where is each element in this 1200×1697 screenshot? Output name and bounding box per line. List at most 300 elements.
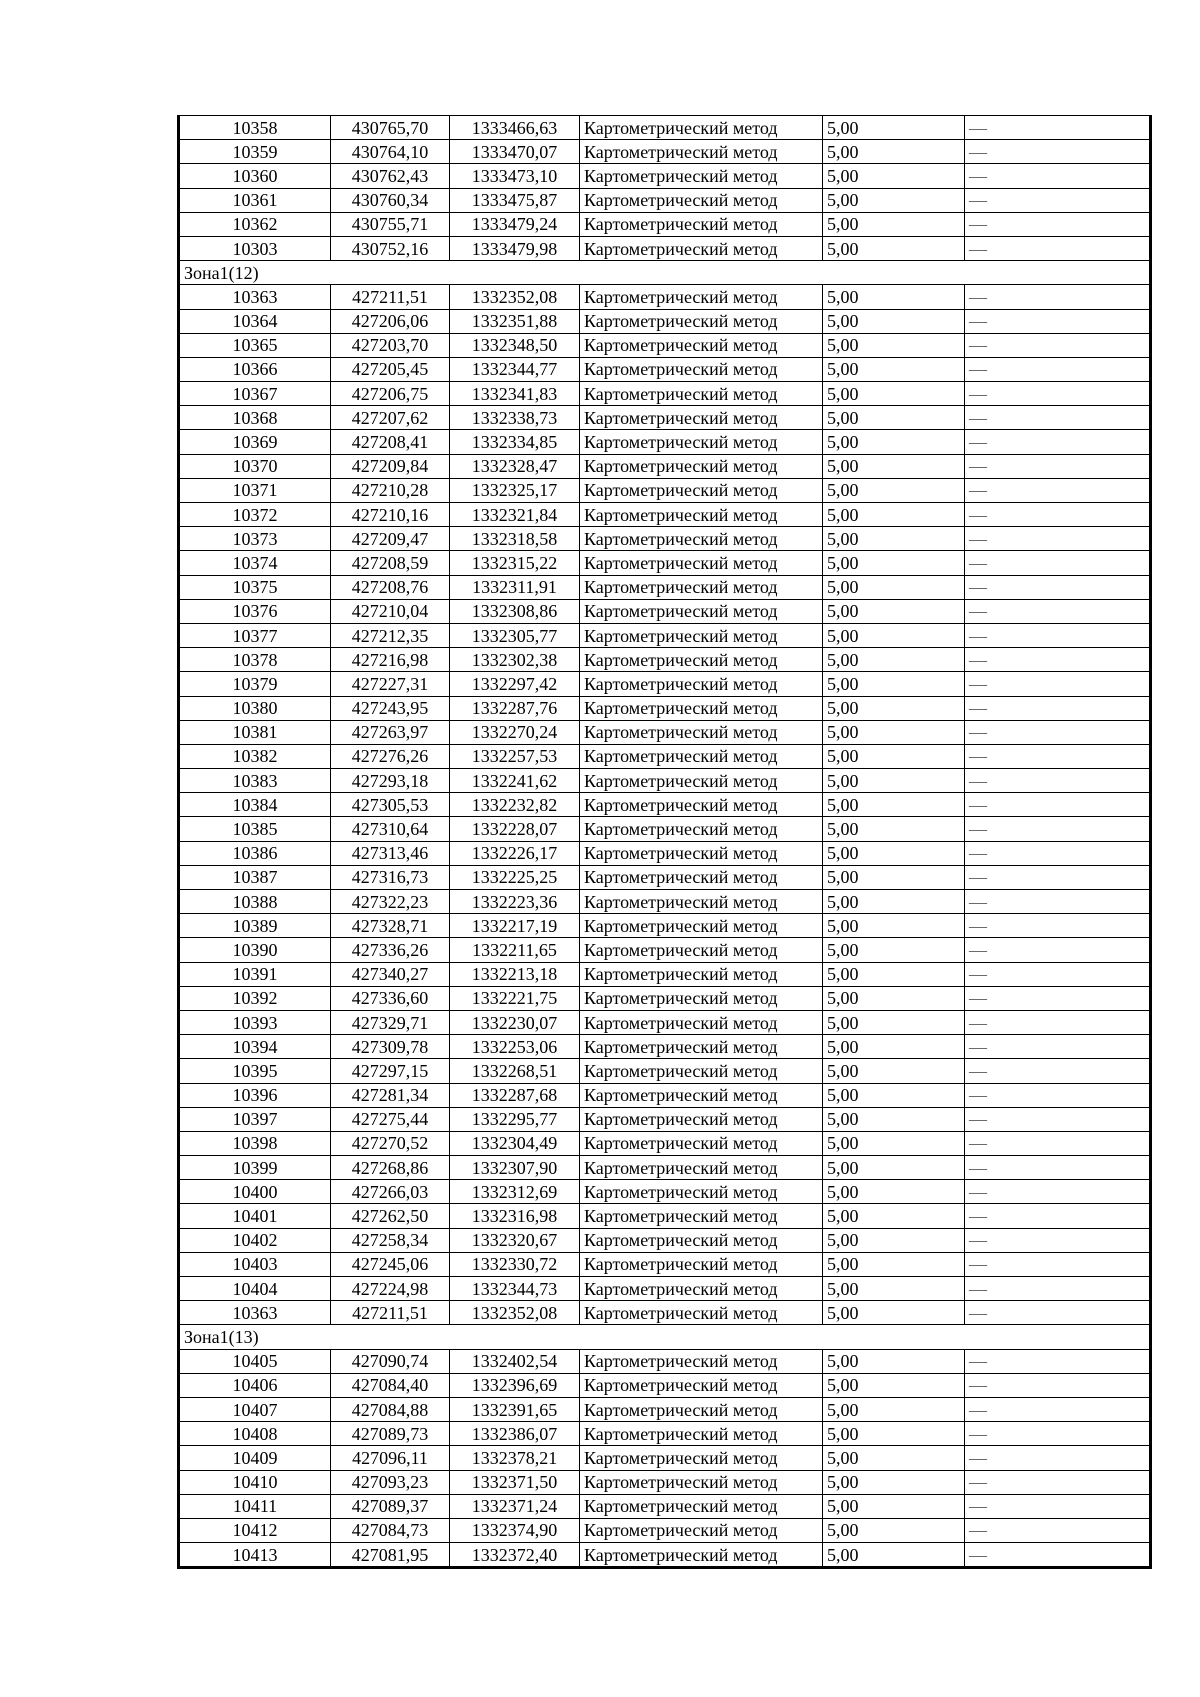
- x-coordinate-cell: 427316,73: [331, 865, 450, 889]
- x-coordinate-cell: 427096,11: [331, 1446, 450, 1470]
- table-row: [179, 309, 1151, 333]
- point-number-cell: 10364: [179, 309, 331, 333]
- x-coordinate-cell: 427203,70: [331, 333, 450, 357]
- accuracy-cell: 5,00: [823, 1083, 965, 1107]
- x-coordinate-cell: 430755,71: [331, 212, 450, 236]
- point-number-cell: 10374: [179, 551, 331, 575]
- y-coordinate-cell: 1332312,69: [450, 1180, 580, 1204]
- point-number-cell: 10385: [179, 817, 331, 841]
- x-coordinate-cell: 427258,34: [331, 1228, 450, 1252]
- table-row: [179, 1543, 1151, 1568]
- y-coordinate-cell: 1332344,73: [450, 1277, 580, 1301]
- table-row: [179, 623, 1151, 647]
- x-coordinate-cell: 427206,75: [331, 382, 450, 406]
- accuracy-cell: 5,00: [823, 333, 965, 357]
- note-cell: —: [965, 116, 1151, 140]
- x-coordinate-cell: 427305,53: [331, 793, 450, 817]
- note-cell: —: [965, 309, 1151, 333]
- table-row: [179, 1035, 1151, 1059]
- x-coordinate-cell: 430765,70: [331, 116, 450, 140]
- note-cell: —: [965, 817, 1151, 841]
- table-row: [179, 503, 1151, 527]
- accuracy-cell: 5,00: [823, 212, 965, 236]
- x-coordinate-cell: 427266,03: [331, 1180, 450, 1204]
- y-coordinate-cell: 1332386,07: [450, 1422, 580, 1446]
- point-number-cell: 10363: [179, 1301, 331, 1325]
- note-cell: —: [965, 575, 1151, 599]
- table-row: [179, 914, 1151, 938]
- point-number-cell: 10377: [179, 623, 331, 647]
- table-row: [179, 1373, 1151, 1397]
- table-row: [179, 1397, 1151, 1421]
- accuracy-cell: 5,00: [823, 696, 965, 720]
- y-coordinate-cell: 1332223,36: [450, 890, 580, 914]
- y-coordinate-cell: 1332295,77: [450, 1107, 580, 1131]
- table-row: [179, 575, 1151, 599]
- x-coordinate-cell: 427276,26: [331, 744, 450, 768]
- method-cell: Картометрический метод: [580, 1518, 823, 1542]
- table-row: [179, 1083, 1151, 1107]
- note-cell: —: [965, 986, 1151, 1010]
- x-coordinate-cell: 427243,95: [331, 696, 450, 720]
- accuracy-cell: 5,00: [823, 1543, 965, 1568]
- method-cell: Картометрический метод: [580, 406, 823, 430]
- note-cell: —: [965, 382, 1151, 406]
- method-cell: Картометрический метод: [580, 672, 823, 696]
- note-cell: —: [965, 1010, 1151, 1034]
- y-coordinate-cell: 1332344,77: [450, 357, 580, 381]
- point-number-cell: 10412: [179, 1518, 331, 1542]
- accuracy-cell: 5,00: [823, 623, 965, 647]
- y-coordinate-cell: 1332311,91: [450, 575, 580, 599]
- y-coordinate-cell: 1332341,83: [450, 382, 580, 406]
- table-row: [179, 333, 1151, 357]
- table-row: [179, 986, 1151, 1010]
- y-coordinate-cell: 1332402,54: [450, 1349, 580, 1373]
- x-coordinate-cell: 430760,34: [331, 188, 450, 212]
- x-coordinate-cell: 427322,23: [331, 890, 450, 914]
- point-number-cell: 10395: [179, 1059, 331, 1083]
- table-row: [179, 1228, 1151, 1252]
- method-cell: Картометрический метод: [580, 551, 823, 575]
- accuracy-cell: 5,00: [823, 1059, 965, 1083]
- y-coordinate-cell: 1332374,90: [450, 1518, 580, 1542]
- point-number-cell: 10376: [179, 599, 331, 623]
- method-cell: Картометрический метод: [580, 938, 823, 962]
- method-cell: Картометрический метод: [580, 986, 823, 1010]
- y-coordinate-cell: 1332328,47: [450, 454, 580, 478]
- accuracy-cell: 5,00: [823, 914, 965, 938]
- accuracy-cell: 5,00: [823, 309, 965, 333]
- x-coordinate-cell: 427263,97: [331, 720, 450, 744]
- accuracy-cell: 5,00: [823, 236, 965, 260]
- note-cell: —: [965, 841, 1151, 865]
- point-number-cell: 10369: [179, 430, 331, 454]
- accuracy-cell: 5,00: [823, 1252, 965, 1276]
- note-cell: —: [965, 696, 1151, 720]
- method-cell: Картометрический метод: [580, 1131, 823, 1155]
- method-cell: Картометрический метод: [580, 1277, 823, 1301]
- note-cell: —: [965, 1204, 1151, 1228]
- point-number-cell: 10397: [179, 1107, 331, 1131]
- y-coordinate-cell: 1332308,86: [450, 599, 580, 623]
- accuracy-cell: 5,00: [823, 454, 965, 478]
- method-cell: Картометрический метод: [580, 1422, 823, 1446]
- accuracy-cell: 5,00: [823, 769, 965, 793]
- table-row: [179, 841, 1151, 865]
- method-cell: Картометрический метод: [580, 1373, 823, 1397]
- point-number-cell: 10368: [179, 406, 331, 430]
- method-cell: Картометрический метод: [580, 454, 823, 478]
- method-cell: Картометрический метод: [580, 1494, 823, 1518]
- accuracy-cell: 5,00: [823, 551, 965, 575]
- x-coordinate-cell: 427210,16: [331, 503, 450, 527]
- method-cell: Картометрический метод: [580, 309, 823, 333]
- method-cell: Картометрический метод: [580, 1349, 823, 1373]
- x-coordinate-cell: 427212,35: [331, 623, 450, 647]
- table-row: [179, 188, 1151, 212]
- table-row: [179, 1277, 1151, 1301]
- x-coordinate-cell: 427216,98: [331, 648, 450, 672]
- method-cell: Картометрический метод: [580, 1035, 823, 1059]
- x-coordinate-cell: 430764,10: [331, 140, 450, 164]
- note-cell: —: [965, 1349, 1151, 1373]
- point-number-cell: 10380: [179, 696, 331, 720]
- accuracy-cell: 5,00: [823, 599, 965, 623]
- accuracy-cell: 5,00: [823, 1422, 965, 1446]
- note-cell: —: [965, 744, 1151, 768]
- point-number-cell: 10387: [179, 865, 331, 889]
- method-cell: Картометрический метод: [580, 1228, 823, 1252]
- point-number-cell: 10372: [179, 503, 331, 527]
- x-coordinate-cell: 427207,62: [331, 406, 450, 430]
- table-row: [179, 1131, 1151, 1155]
- point-number-cell: 10388: [179, 890, 331, 914]
- note-cell: —: [965, 454, 1151, 478]
- accuracy-cell: 5,00: [823, 188, 965, 212]
- table-row: [179, 1349, 1151, 1373]
- note-cell: —: [965, 478, 1151, 502]
- accuracy-cell: 5,00: [823, 527, 965, 551]
- point-number-cell: 10362: [179, 212, 331, 236]
- note-cell: —: [965, 599, 1151, 623]
- point-number-cell: 10379: [179, 672, 331, 696]
- accuracy-cell: 5,00: [823, 648, 965, 672]
- note-cell: —: [965, 406, 1151, 430]
- note-cell: —: [965, 1422, 1151, 1446]
- accuracy-cell: 5,00: [823, 357, 965, 381]
- table-row: [179, 285, 1151, 309]
- point-number-cell: 10382: [179, 744, 331, 768]
- table-row: [179, 212, 1151, 236]
- x-coordinate-cell: 427310,64: [331, 817, 450, 841]
- note-cell: —: [965, 527, 1151, 551]
- point-number-cell: 10381: [179, 720, 331, 744]
- accuracy-cell: 5,00: [823, 1035, 965, 1059]
- note-cell: —: [965, 333, 1151, 357]
- x-coordinate-cell: 427328,71: [331, 914, 450, 938]
- y-coordinate-cell: 1332348,50: [450, 333, 580, 357]
- method-cell: Картометрический метод: [580, 914, 823, 938]
- method-cell: Картометрический метод: [580, 1301, 823, 1325]
- table-row: [179, 890, 1151, 914]
- method-cell: Картометрический метод: [580, 285, 823, 309]
- accuracy-cell: 5,00: [823, 478, 965, 502]
- table-row: [179, 236, 1151, 260]
- point-number-cell: 10367: [179, 382, 331, 406]
- accuracy-cell: 5,00: [823, 1494, 965, 1518]
- table-row: [179, 164, 1151, 188]
- point-number-cell: 10399: [179, 1156, 331, 1180]
- x-coordinate-cell: 427224,98: [331, 1277, 450, 1301]
- note-cell: —: [965, 212, 1151, 236]
- note-cell: —: [965, 865, 1151, 889]
- note-cell: —: [965, 1277, 1151, 1301]
- table-row: [179, 1107, 1151, 1131]
- x-coordinate-cell: 427209,47: [331, 527, 450, 551]
- table-row: [179, 938, 1151, 962]
- coordinates-table-body: [179, 116, 1151, 1568]
- point-number-cell: 10411: [179, 1494, 331, 1518]
- method-cell: Картометрический метод: [580, 962, 823, 986]
- accuracy-cell: 5,00: [823, 672, 965, 696]
- table-row: [179, 116, 1151, 140]
- point-number-cell: 10361: [179, 188, 331, 212]
- accuracy-cell: 5,00: [823, 817, 965, 841]
- table-row: [179, 1518, 1151, 1542]
- point-number-cell: 10390: [179, 938, 331, 962]
- note-cell: —: [965, 720, 1151, 744]
- x-coordinate-cell: 427089,37: [331, 1494, 450, 1518]
- note-cell: —: [965, 503, 1151, 527]
- y-coordinate-cell: 1333473,10: [450, 164, 580, 188]
- x-coordinate-cell: 427205,45: [331, 357, 450, 381]
- point-number-cell: 10383: [179, 769, 331, 793]
- accuracy-cell: 5,00: [823, 1397, 965, 1421]
- table-row: [179, 1010, 1151, 1034]
- table-row: [179, 696, 1151, 720]
- table-row: [179, 599, 1151, 623]
- point-number-cell: 10384: [179, 793, 331, 817]
- note-cell: —: [965, 672, 1151, 696]
- table-row: [179, 962, 1151, 986]
- y-coordinate-cell: 1332371,24: [450, 1494, 580, 1518]
- accuracy-cell: 5,00: [823, 720, 965, 744]
- point-number-cell: 10359: [179, 140, 331, 164]
- y-coordinate-cell: 1332297,42: [450, 672, 580, 696]
- x-coordinate-cell: 427270,52: [331, 1131, 450, 1155]
- y-coordinate-cell: 1332372,40: [450, 1543, 580, 1568]
- point-number-cell: 10360: [179, 164, 331, 188]
- table-row: [179, 382, 1151, 406]
- table-row: [179, 1422, 1151, 1446]
- y-coordinate-cell: 1332338,73: [450, 406, 580, 430]
- point-number-cell: 10392: [179, 986, 331, 1010]
- coordinates-sheet: [177, 115, 1149, 1569]
- note-cell: —: [965, 285, 1151, 309]
- x-coordinate-cell: 427336,26: [331, 938, 450, 962]
- note-cell: —: [965, 551, 1151, 575]
- y-coordinate-cell: 1332226,17: [450, 841, 580, 865]
- method-cell: Картометрический метод: [580, 648, 823, 672]
- method-cell: Картометрический метод: [580, 720, 823, 744]
- method-cell: Картометрический метод: [580, 430, 823, 454]
- note-cell: —: [965, 962, 1151, 986]
- accuracy-cell: 5,00: [823, 1446, 965, 1470]
- x-coordinate-cell: 427084,73: [331, 1518, 450, 1542]
- y-coordinate-cell: 1333470,07: [450, 140, 580, 164]
- point-number-cell: 10373: [179, 527, 331, 551]
- y-coordinate-cell: 1333479,98: [450, 236, 580, 260]
- accuracy-cell: 5,00: [823, 1204, 965, 1228]
- point-number-cell: 10386: [179, 841, 331, 865]
- point-number-cell: 10405: [179, 1349, 331, 1373]
- y-coordinate-cell: 1332396,69: [450, 1373, 580, 1397]
- method-cell: Картометрический метод: [580, 333, 823, 357]
- note-cell: —: [965, 140, 1151, 164]
- point-number-cell: 10407: [179, 1397, 331, 1421]
- x-coordinate-cell: 427209,84: [331, 454, 450, 478]
- x-coordinate-cell: 427084,88: [331, 1397, 450, 1421]
- note-cell: —: [965, 1252, 1151, 1276]
- point-number-cell: 10403: [179, 1252, 331, 1276]
- y-coordinate-cell: 1332217,19: [450, 914, 580, 938]
- x-coordinate-cell: 427084,40: [331, 1373, 450, 1397]
- note-cell: —: [965, 890, 1151, 914]
- method-cell: Картометрический метод: [580, 236, 823, 260]
- note-cell: —: [965, 1373, 1151, 1397]
- accuracy-cell: 5,00: [823, 1131, 965, 1155]
- table-row: [179, 1204, 1151, 1228]
- note-cell: —: [965, 188, 1151, 212]
- accuracy-cell: 5,00: [823, 1156, 965, 1180]
- method-cell: Картометрический метод: [580, 1446, 823, 1470]
- accuracy-cell: 5,00: [823, 841, 965, 865]
- y-coordinate-cell: 1332352,08: [450, 285, 580, 309]
- y-coordinate-cell: 1332305,77: [450, 623, 580, 647]
- y-coordinate-cell: 1332232,82: [450, 793, 580, 817]
- table-row: [179, 430, 1151, 454]
- y-coordinate-cell: 1332352,08: [450, 1301, 580, 1325]
- point-number-cell: 10393: [179, 1010, 331, 1034]
- accuracy-cell: 5,00: [823, 382, 965, 406]
- method-cell: Картометрический метод: [580, 116, 823, 140]
- accuracy-cell: 5,00: [823, 986, 965, 1010]
- point-number-cell: 10413: [179, 1543, 331, 1568]
- note-cell: —: [965, 769, 1151, 793]
- point-number-cell: 10303: [179, 236, 331, 260]
- note-cell: —: [965, 1301, 1151, 1325]
- accuracy-cell: 5,00: [823, 1107, 965, 1131]
- method-cell: Картометрический метод: [580, 1156, 823, 1180]
- accuracy-cell: 5,00: [823, 744, 965, 768]
- table-row: [179, 406, 1151, 430]
- table-row: [179, 454, 1151, 478]
- method-cell: Картометрический метод: [580, 1252, 823, 1276]
- method-cell: Картометрический метод: [580, 140, 823, 164]
- note-cell: —: [965, 1543, 1151, 1568]
- x-coordinate-cell: 427227,31: [331, 672, 450, 696]
- point-number-cell: 10408: [179, 1422, 331, 1446]
- y-coordinate-cell: 1332304,49: [450, 1131, 580, 1155]
- accuracy-cell: 5,00: [823, 406, 965, 430]
- note-cell: —: [965, 793, 1151, 817]
- x-coordinate-cell: 427208,41: [331, 430, 450, 454]
- table-row: [179, 140, 1151, 164]
- x-coordinate-cell: 427211,51: [331, 285, 450, 309]
- table-row: [179, 1156, 1151, 1180]
- method-cell: Картометрический метод: [580, 1010, 823, 1034]
- accuracy-cell: 5,00: [823, 116, 965, 140]
- y-coordinate-cell: 1332230,07: [450, 1010, 580, 1034]
- accuracy-cell: 5,00: [823, 938, 965, 962]
- y-coordinate-cell: 1332307,90: [450, 1156, 580, 1180]
- y-coordinate-cell: 1332334,85: [450, 430, 580, 454]
- x-coordinate-cell: 427281,34: [331, 1083, 450, 1107]
- accuracy-cell: 5,00: [823, 575, 965, 599]
- point-number-cell: 10363: [179, 285, 331, 309]
- point-number-cell: 10400: [179, 1180, 331, 1204]
- x-coordinate-cell: 427093,23: [331, 1470, 450, 1494]
- x-coordinate-cell: 427336,60: [331, 986, 450, 1010]
- note-cell: —: [965, 1059, 1151, 1083]
- accuracy-cell: 5,00: [823, 164, 965, 188]
- accuracy-cell: 5,00: [823, 1277, 965, 1301]
- accuracy-cell: 5,00: [823, 1518, 965, 1542]
- table-row: [179, 769, 1151, 793]
- table-row: [179, 1446, 1151, 1470]
- table-row: [179, 817, 1151, 841]
- note-cell: —: [965, 1083, 1151, 1107]
- method-cell: Картометрический метод: [580, 478, 823, 502]
- table-row: [179, 1301, 1151, 1325]
- accuracy-cell: 5,00: [823, 1301, 965, 1325]
- x-coordinate-cell: 427211,51: [331, 1301, 450, 1325]
- y-coordinate-cell: 1333475,87: [450, 188, 580, 212]
- table-row: [179, 793, 1151, 817]
- x-coordinate-cell: 427275,44: [331, 1107, 450, 1131]
- point-number-cell: 10410: [179, 1470, 331, 1494]
- method-cell: Картометрический метод: [580, 696, 823, 720]
- point-number-cell: 10391: [179, 962, 331, 986]
- method-cell: Картометрический метод: [580, 164, 823, 188]
- x-coordinate-cell: 427245,06: [331, 1252, 450, 1276]
- point-number-cell: 10394: [179, 1035, 331, 1059]
- point-number-cell: 10378: [179, 648, 331, 672]
- x-coordinate-cell: 427081,95: [331, 1543, 450, 1568]
- y-coordinate-cell: 1332351,88: [450, 309, 580, 333]
- table-row: [179, 478, 1151, 502]
- note-cell: —: [965, 357, 1151, 381]
- y-coordinate-cell: 1332221,75: [450, 986, 580, 1010]
- method-cell: Картометрический метод: [580, 527, 823, 551]
- accuracy-cell: 5,00: [823, 503, 965, 527]
- point-number-cell: 10366: [179, 357, 331, 381]
- accuracy-cell: 5,00: [823, 793, 965, 817]
- table-row: [179, 1059, 1151, 1083]
- accuracy-cell: 5,00: [823, 285, 965, 309]
- x-coordinate-cell: 427262,50: [331, 1204, 450, 1228]
- note-cell: —: [965, 914, 1151, 938]
- note-cell: —: [965, 430, 1151, 454]
- method-cell: Картометрический метод: [580, 1470, 823, 1494]
- method-cell: Картометрический метод: [580, 817, 823, 841]
- table-row: [179, 720, 1151, 744]
- point-number-cell: 10389: [179, 914, 331, 938]
- method-cell: Картометрический метод: [580, 793, 823, 817]
- x-coordinate-cell: 427329,71: [331, 1010, 450, 1034]
- y-coordinate-cell: 1333466,63: [450, 116, 580, 140]
